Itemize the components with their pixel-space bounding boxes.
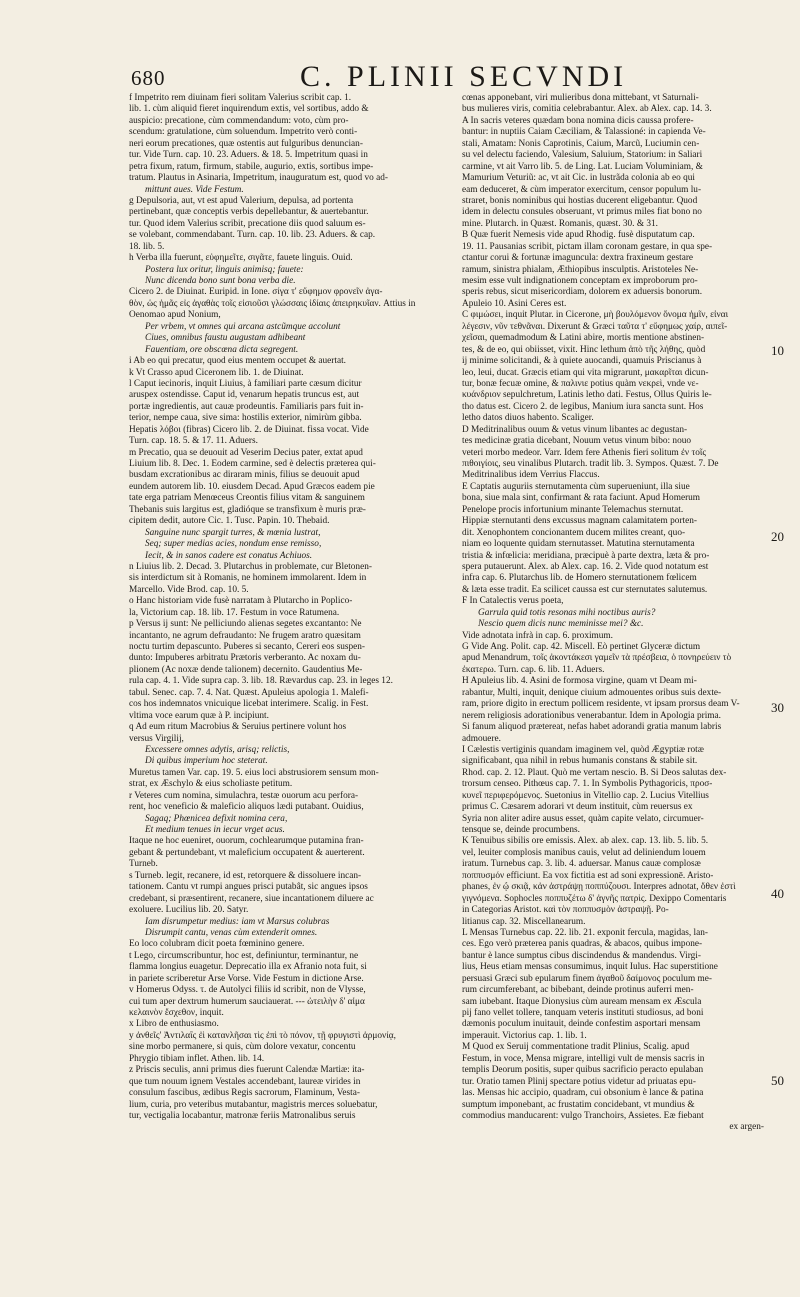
text-line: su vel delectu faciendo, Valesium, Saluium, Statorium: in Saliari [462,150,703,161]
text-line: bantur: in nuptiis Caiam Cæciliam, & Talassioné: in capienda Ve- [462,127,706,138]
text-line: plionem (Ac noxæ dende talionem) decernito. Gaudentius Me- [129,664,363,675]
text-line: portæ ingredientis, aut cauæ prodeuntis. Familiaris pars fuit in- [129,401,364,412]
text-line: bona, siue mala sint, confirmant & rata faciunt. Apud Homerum [462,493,701,504]
text-line: gebant & pertundebant, vt maleficium occupatent & auerterent. [129,847,365,858]
text-line: exoluere. Lucilius lib. 20. Satyr. [129,905,249,916]
text-line: n Liuius lib. 2. Decad. 3. Plutarchus in problemate, cur Bletonen- [129,561,372,572]
text-line: Per vrbem, vt omnes qui arcana astcũmque accolunt [145,321,341,332]
text-line: sine morbo permanere, si quis, cùm dolore vexatur, concentu [129,1042,356,1053]
text-line: p Versus ij sunt: Ne pelliciundo alienas segetes excantanto: Ne [129,619,362,630]
text-line: tur. Oratio tamen Plinij spectare potius videtur ad priuatas epu- [462,1076,696,1087]
text-line: aruspex ostendisse. Caput id, venarum hepatis truncus est, aut [129,390,360,401]
text-line: tur. Quod idem Valerius scribit, precatione diis quod saluum es- [129,218,366,229]
text-line: Hepatis λόβοι (fibras) Cicero lib. 2. de Diuinat. fissa vocat. Vide [129,424,369,435]
text-line: veteri morbo medeor. Varr. Idem fere Athenis fieri solitum ἐν τοῖς [462,447,707,458]
text-line: cos hos indemnatos vnicuique licebat interimere. Scalig. in Fest. [129,699,369,710]
text-line: apud Menandrum, τοῖς ἀκοντάκεσι γαμεῖν τὰ πρέσβεια, ὁ πονηρεύειν τὸ [462,653,732,664]
text-line: M Quod ex Seruij commentatione tradit Plinius, Scalig. apud [462,1042,690,1053]
text-line: Penelope procis infortunium minante Telemachus sternutat. [462,504,684,515]
text-line: eam deduceret, & cùm imperator exercitum, censor populum lu- [462,184,702,195]
text-line: Nescio quem dicis nunc meminisse mei? &c. [478,619,644,630]
text-line: 18. lib. 5. [129,241,165,252]
text-line: Iam disrumpetur medius: iam vt Marsus colubras [145,916,330,927]
text-line: in pariete scriberetur Arse Vorse. Vide Festum in dictione Arse. [129,973,364,984]
text-line: Disrumpit cantu, venas cùm extenderit omnes. [145,927,318,938]
text-line: r Veteres cum nomina, simulachra, testæ ouorum acu perfora- [129,790,359,801]
text-line: sis interdictum sit à Romanis, ne hominem immolarent. Idem in [129,573,367,584]
text-line: bantur è lance sumptus cibus discindendus & mandendus. Virgi- [462,950,701,961]
text-line: flamma longius euagetur. Deprecatio illa ex Afranio nota fuit, si [129,962,367,973]
text-line: & læta esse tradit. Ea scilicet caussa est cur sternutates salutemus. [462,584,708,595]
text-line: γιγνόμενα. Sophocles ποππυζέτω δ' ἀγνῆς πατρὶς. Dexippo Comentaris [462,893,727,904]
text-line: mine. Plutarch. in Quæst. Romanis, quæst. 30. & 31. [462,218,659,229]
text-line: vel, leuiter complosis manibus cauis, velut ad deliniendum louem [462,847,706,858]
text-line: cœnas apponebant, viri mulieribus dona mittebant, vt Saturnali- [462,93,699,103]
text-line: Muretus tamen Var. cap. 19. 5. eius loci abstrusiorem sensum mon- [129,767,379,778]
text-line: tate erga patriam Menœceus Creontis filius vitam & sanguinem [129,493,365,504]
text-line: o Hanc historiam vide fusè narratam à Plutarcho in Poplico- [129,596,353,607]
text-line: pertinebant, quæ conceptis verbis depellebantur, & auertebantur. [129,207,369,218]
text-line: Sagaq; Phœnicea defixit nomina cera, [145,813,288,824]
text-line: terior, nempe caua, sive sima: hostilis exterior, nimirùm gibba. [129,413,362,424]
text-line: que tum nouum ignem Vestales accendebant, laureæ virides in [129,1076,361,1087]
text-line: Garrula quid totis resonas mihi noctibus auris? [478,607,656,618]
text-line: i Ab eo qui precatur, quod eius mentem occupet & auertat. [129,356,347,367]
text-line: θὸν, ὡς ἡμᾶς εἰς ἀγαθὰς τοῖς εἰσιοῦσι γλώσσαις ἰδίαις ἀπειρηκυῖαν. Attius in [129,298,416,309]
text-line: Nunc dicenda bono sunt bona verba die. [145,276,296,286]
text-line: L Mensas Turnebus cap. 22. lib. 21. exponit fercula, magidas, lan- [462,927,708,938]
text-line: commodius manducarent: vulgo Tranchoirs, Assietes. Eæ fiebant [462,1110,704,1121]
text-line: Turn. cap. 18. 5. & 17. 11. Aduers. [129,436,258,447]
text-line: h Verba illa fuerunt, εὐφημεῖτε, σιγᾶτε, fauete linguis. Ouid. [129,253,353,264]
text-line: admouere. [462,733,501,744]
text-line: Thebanis suis largitus est, gladióque se transfixum è muris præ- [129,504,366,515]
text-line: straret, bonis nominibus qui hostias ducerent eligebantur. Quod [462,195,698,206]
text-line: auspicio: precatione, cùm commendandum: voto, cùm pro- [129,115,349,126]
text-line: t Lego, circumscribuntur, hoc est, definiuntur, terminantur, ne [129,950,359,961]
text-line: infra cap. 6. Plutarchus lib. de Homero sternutationem fœlicem [462,573,697,584]
text-line: eundem autorem lib. 10. eiusdem Decad. Apud Græcos eadem pie [129,481,375,492]
text-line: I Cælestis vertiginis quandam imaginem vel, quòd Ægyptiæ rotæ [462,744,704,755]
text-line: busdam excrationibus ac diraram minis, filius se deuouit apud [129,470,360,481]
text-line: tabul. Senec. cap. 7. 4. Nat. Quæst. Apuleius apologia 1. Malefi- [129,687,369,698]
text-line: cui tum aper dextrum humerum sauciauerat. --- ὠτειλὴν δ' αἷμα [129,996,365,1007]
text-line: leo, leui, ducat. Græcis etiam qui vita migrarunt, μακαρῖται dicun- [462,367,709,378]
text-line: ij minime solicitandi, & à quiete auocandi, quamuis Priscianus à [462,356,702,367]
text-line: Si fanum aliquod prætereat, nefas habet adorandi gratia manum labris [462,722,722,733]
text-line: Iecit, & in sanos cadere est conatus Achiuos. [145,550,313,561]
text-line: ctantur corui & fortunæ imaguncula: dextra fraxineum gestare [462,253,694,264]
text-line: lius, Heus etiam mensas consumimus, inquit Iulus. Hac superstitione [462,962,718,973]
text-line: Syria non aliter adire ausus esset, quàm capite velato, circumuer- [462,813,704,824]
text-line: carmine, vt ait Varro lib. 5. de Ling. Lat. Luciam Voluminiam, & [462,161,703,172]
text-line: ces. Ego verò præterea panis quadras, & abacos, quibus impone- [462,939,703,950]
text-line: rent, hoc veneficio & maleficio aliquos lædi putabant. Ouidius, [129,802,364,813]
margin-line-number: 20 [771,529,784,544]
text-line: dit. Xenophontem concionantem ducem milites creant, quo- [462,527,686,538]
text-line: bus mulieres viris, comitia celebrabantur. Alex. ab Alex. cap. 14. 3. [462,104,712,115]
text-line: cipitem dedit, autore Cic. 1. Tusc. Papin. 10. Thebaid. [129,516,330,527]
text-line: dunto: Impuberes arbitratu Prætoris verberanto. Ac noxam du- [129,653,361,664]
text-line: iratum. Turnebus cap. 3. lib. 4. aduersar. Manus cauæ complosæ [462,859,701,870]
text-line: tur. Vide Turn. cap. 10. 23. Aduers. & 18. 5. Impetritum quasi in [129,150,368,161]
text-line: Postera lux oritur, linguis animisq; fauete: [145,264,304,275]
text-line: Vide adnotata infrà in cap. 6. proximum. [462,630,613,641]
text-line: strat, ex Æschylo & eius scholiaste petitum. [129,779,293,790]
text-line: imperauit. Victorius cap. 1. lib. 1. [462,1030,587,1041]
margin-line-number: 10 [771,343,784,358]
running-head: C. PLINII SECVNDI [300,60,628,93]
text-line: tur, vectigalia locabantur, matronæ feriis Matronalibus seruis [129,1110,356,1121]
text-line: tratum. Plautus in Asinaria, Impetritum, inauguratum est, quod vo ad- [129,173,388,184]
text-line: sumptum imponebant, ac frustatim concidebant, vt mundius & [462,1099,695,1110]
text-line: mesim esse vult indignationem conceptam ex improborum pro- [462,276,698,286]
text-line: in Categorias Aristot. καὶ τὸν ποππυσμὸν ἀστραψῇ. Po- [462,905,669,916]
text-line: las. Mensas hic accipio, quadram, cui obsonium è lance & patina [462,1088,704,1099]
text-line: κυάνδριον sepulchretum, Latinis letho dati. Festus, Ollus Quiris le- [462,390,712,401]
text-line: versus Virgilij, [129,733,184,744]
text-line: A In sacris veteres quædam bona nomina dicis caussa profere- [462,115,694,126]
text-line: G Vide Ang. Polit. cap. 42. Miscell. Eò pertinet Glyceræ dictum [462,642,701,652]
text-line: Turneb. [129,859,158,870]
text-line: y ἀνθεῖς' Ἀντιλαΐς ἐὶ κατανλῆσαι τὶς ἐπὶ τὸ πόνον, τῇ φρυγιστὶ ἁρμονίᾳ, [129,1030,396,1041]
text-line: κυνεῖ περιφερόμενος. Suetonius in Vitellio cap. 2. Lucius Vitellius [462,790,709,801]
text-line: Marcello. Vide Brod. cap. 10. 5. [129,584,249,595]
text-line: nerem religiosis adorationibus venerabantur. Idem in Apologia prima. [462,710,721,721]
text-line: ἐκατερω. Turn. cap. 6. lib. 11. Aduers. [462,664,605,675]
text-line: Hippiæ sternutanti dens excussus magnam calamitatem porten- [462,516,697,527]
text-line: Di quibus imperium hoc steterat. [145,756,268,767]
text-line: speris rebus, sicut misericordiam, dolorem ex aduersis bonorum. [462,287,703,298]
text-line: persuasi Græci sub epularum finem ἀγαθοῦ δαίμονος poculum me- [462,973,712,984]
text-line: Eo loco colubram dicit poeta fœminino genere. [129,939,305,950]
text-line: 19. 11. Pausanias scribit, pictam illam coronam gestare, in qua spe- [462,241,713,252]
margin-line-number: 50 [771,1073,784,1088]
text-line: Liuium lib. 8. Dec. 1. Eodem carmine, sed è delectis præterea qui- [129,459,376,469]
text-line: tristia & infœlicia: meridiana, præcipuè à parte dextra, læta & pro- [462,550,710,561]
text-line: phanes, ἐν ᾧ σκιᾷ, κἀν ἀστράψῃ ποππύζουσι. Interpres adnotat, ὅθεν ἐστὶ [462,882,736,893]
text-line: significabant, qua nihil in rebus humanis constans & stabile sit. [462,756,698,767]
text-line: Ciues, omnibus faustu augustam adhibeant [145,333,306,344]
text-line: litianus cap. 32. Miscellanearum. [462,916,586,927]
text-line: Itaque ne hoc eueniret, ouorum, cochlearumque putamina fran- [129,836,364,847]
text-line: Rhod. cap. 2. 12. Plaut. Quò me vertam nescio. B. Si Deos salutas dex- [462,767,727,778]
text-line: f Impetrito rem diuinam fieri solitam Valerius scribit cap. 1. [129,93,352,103]
text-line: templis Deorum positis, super quibus sacrificio peracto epulaban [462,1065,704,1076]
text-line: B Quæ fuerit Nemesis vide apud Rhodig. fusè disputatum cap. [462,230,695,241]
text-line: consulum fascibus, ædibus Regis sacrorum, Flaminum, Vesta- [129,1088,360,1099]
text-line: ποππυσμόν efficiunt. Ea vox fictitia est ad soni expressionē. Aristo- [462,870,714,881]
text-line: ram, priore digito in erectum pollicem residente, vt ipsam prorsus deam V- [462,699,740,710]
text-line: C φιμώσει, inquit Plutar. in Cicerone, μὴ βουλόμενον ὄνομα ἡμῖν, εἶναι [462,310,729,321]
text-line: scendum: gratulatione, cùm soluendum. Impetrito verò conti- [129,127,358,138]
text-line: noctu turtim depascunto. Puberes si secanto, Cereri eos suspen- [129,642,365,652]
text-line: spera putauerunt. Alex. ab Alex. cap. 16. 2. Vide quod notatum est [462,561,709,572]
text-line: se volebant, commendabant. Turn. cap. 10. lib. 23. Aduers. & cap. [129,230,376,241]
text-line: idem in delectu consules obseruant, vt primus miles fiat bono no [462,207,702,218]
text-line: Festum, in voce, Mensa migrare, intelligi vult de mensis sacris in [462,1053,705,1064]
text-line: Oenomao apud Nonium, [129,310,221,321]
text-line: Phrygio tibiam inflet. Athen. lib. 14. [129,1053,265,1064]
text-line: incantanto, ne agrum defraudanto: Ne frugem aratro quæsitam [129,630,361,641]
text-line: dæmonis poculum inuitauit, deinde confestim asportari mensam [462,1019,701,1030]
text-line: H Apuleius lib. 4. Asini de formosa virgine, quam vt Deam mi- [462,676,697,687]
text-line: Cicero 2. de Diuinat. Euripid. in Ione. σίγα τ' εὔφημον φρονεῖν ἀγα- [129,287,383,298]
text-line: q Ad eum ritum Macrobius & Seruius pertinere volunt hos [129,722,347,733]
text-line: g Depulsoria, aut, vt est apud Valerium, depulsa, ad portenta [129,195,354,206]
text-line: petra fixum, ratum, firmum, stabile, augurio, extis, sortibus impe- [129,161,374,172]
text-line: tes medicinæ gratia dicebant, Nouum vetus vinum bibo: nouo [462,436,692,447]
text-line: lib. 1. cùm aliquid fieret inquirendum extis, vel sortibus, addo & [129,104,369,115]
text-line: rum circumferebant, ac bibebant, deinde protinus auferri men- [462,985,694,996]
text-line: Mamurium Veturiũ: ac, vt ait Cic. in lustrãda colonia ab eo qui [462,173,695,184]
text-line: κελαινὸν ἔσχεθον, inquit. [129,1008,224,1018]
text-line: D Meditrinalibus ouum & vetus vinum libantes ac degustan- [462,424,688,435]
text-line: πιθοιγίοις, seu vinalibus Plutarch. tradit lib. 3. Sympos. Quæst. 7. De [462,459,719,469]
left-column [129,93,452,1122]
text-line: letho datos diuos habento. Scaliger. [462,413,594,424]
text-line: pij fano vellet tollere, tanquam veteris instituti studiosus, ad boni [462,1008,704,1018]
text-line: Et medium tenues in iecur vrget acus. [145,825,285,835]
text-line: neri eorum precationes, quæ ostentis aut fulguribus denuncian- [129,138,363,149]
text-line: credebant, si præsentirent, recanere, siue incantationem diluere ac [129,893,374,904]
text-line: tes, & de eo, qui obiisset, vixit. Hinc lethum ἀπὸ τῆς λήθης, quòd [462,344,706,355]
text-line: Excessere omnes adytis, arisq; relictis, [145,744,290,755]
text-line: sam iubebant. Itaque Dionysius cùm auream mensam ex Æscula [462,996,702,1007]
text-line: stali, Amatam: Nonis Caprotinis, Caium, Marcũ, Luciumin cen- [462,138,700,149]
text-line: tationem. Cantu vt rumpi angues prisci putabât, sic angues ipsos [129,882,368,893]
text-line: Sanguine nunc spargit turres, & mœnia lustrat, [145,527,321,538]
text-line: lium, curia, pro veteribus mutabantur, magistris merces soluebatur, [129,1099,378,1110]
text-line: tur, bonæ fecuæ omine, & παλινιε potius quàm νεκρεὶ, vnde νε- [462,378,699,389]
text-line: E Captatis auguriis sternutamenta cùm superueniunt, illa siue [462,481,690,492]
text-line: k Vt Crasso apud Ciceronem lib. 1. de Diuinat. [129,367,304,378]
text-line: ramum, sinistra phialam, Æthiopibus insculptis. Aristoteles Ne- [462,264,699,275]
text-line: l Caput iecinoris, inquit Liuius, à familiari parte cæsum dicitur [129,378,362,389]
text-line: χεῖσαι, quemadmodum & Latini abire, mortis mentione abstinen- [462,333,705,344]
text-line: vltima voce earum quæ à P. incipiunt. [129,710,269,721]
text-line: z Priscis seculis, anni primus dies fuerunt Calendæ Martiæ: ita- [129,1065,365,1076]
text-line: mittunt aues. Vide Festum. [145,184,244,195]
text-line: niam eo loquente quidam sternutasset. Matutina sternutamenta [462,539,695,550]
text-line: tensque se, deinde procumbens. [462,825,580,835]
margin-line-number: 40 [771,886,784,901]
text-line: la, Victorium cap. 18. lib. 17. Festum in voce Ratumena. [129,607,340,618]
text-line: K Tenuibus sibilis ore emissis. Alex. ab alex. cap. 13. lib. 5. lib. 5. [462,836,709,847]
margin-line-number: 30 [771,700,784,715]
text-line: rula cap. 4. 1. Vide supra cap. 3. lib. 18. Rævardus cap. 23. in leges 12. [129,676,393,687]
text-line: rabantur, Multi, inquit, denique ciuium admouentes oribus suis dexte- [462,687,722,698]
text-line: ex argen- [729,1122,764,1133]
text-line: Meditrinalibus idem Verrius Flaccus. [462,470,600,481]
text-line: Fauentiam, ore obscœna dicta segregent. [145,344,299,355]
page-number: 680 [131,66,166,90]
text-line: s Turneb. legit, recanere, id est, retorquere & dissoluere incan- [129,870,362,881]
text-line: trorsum censeo. Pithœus cap. 7. 1. In Symbolis Pythagoricis, προσ- [462,779,713,790]
text-line: Apuleio 10. Asini Ceres est. [462,298,567,309]
text-line: F In Catalectis verus poeta, [462,596,564,607]
text-line: m Precatio, qua se deuouit ad Veserim Decius pater, extat apud [129,447,363,458]
text-line: v Homerus Odyss. τ. de Autolyci filiis id scribit, non de Vlysse, [129,985,366,996]
right-column [462,93,764,1134]
text-line: λέγεσιν, νῦν τεθνᾶναι. Dixerunt & Græci ταῦτα τ' εὔφημως χαίρ, αιπεῖ- [462,321,728,332]
text-line: primus C. Cæsarem adorari vt deum instituit, cùm reuersus ex [462,802,693,813]
text-line: x Libro de enthusiasmo. [129,1019,219,1030]
text-line: tho datus est. Cicero 2. de legibus, Manium iura sancta sunt. Hos [462,401,704,412]
text-line: Seq; super medias acies, nondum ense remisso, [145,539,322,550]
